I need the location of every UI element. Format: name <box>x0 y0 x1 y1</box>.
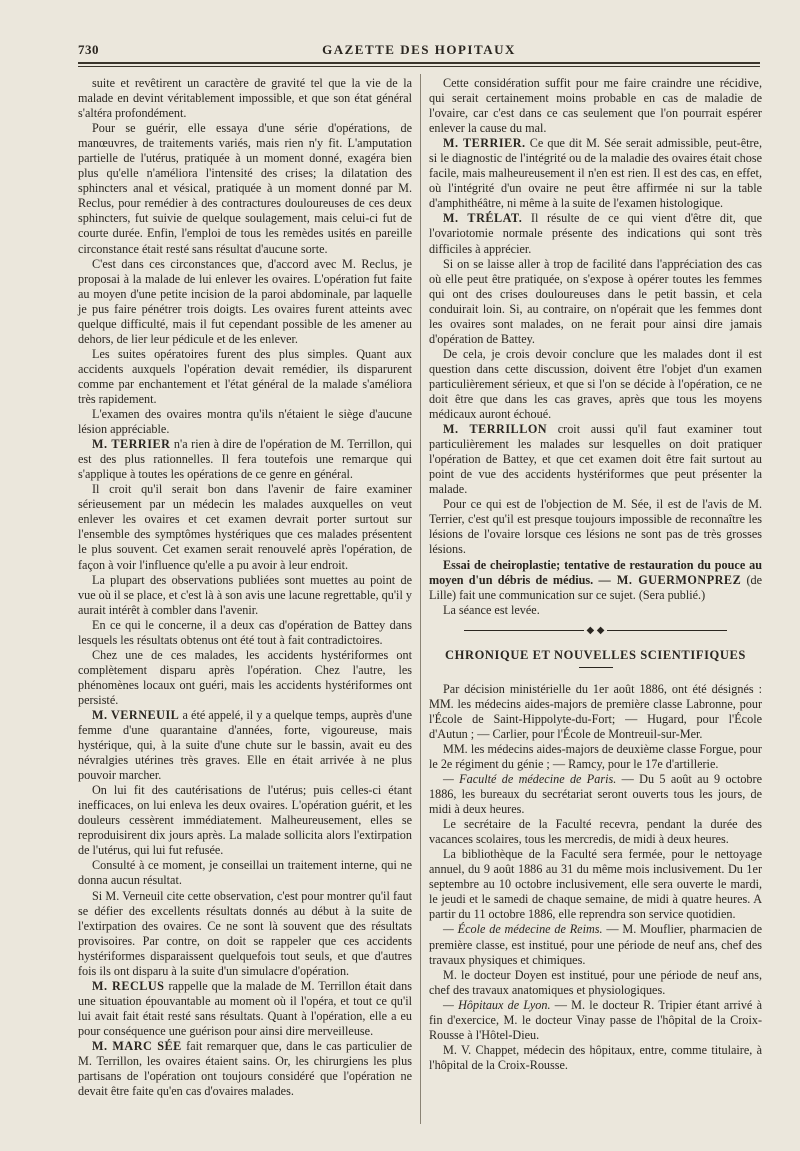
speaker-name: M. RECLUS <box>92 978 165 993</box>
paragraph <box>78 573 412 618</box>
paragraph <box>429 968 762 998</box>
paragraph-text: Il résulte de ce qui vient d'être dit, que l'ovariotomie normale présente des indications qui sont très difficiles à apprécier. <box>429 211 763 256</box>
communication-paragraph <box>429 558 762 603</box>
communication-author: — M. GUERMONPREZ <box>598 572 742 587</box>
paragraph-text: suite et revêtirent un caractère de gravité tel que la vie de la malade en devint véritablement impossible, et que son état général s'altéra profondément. <box>78 76 412 121</box>
paragraph <box>429 422 762 497</box>
speaker-name: M. VERNEUIL <box>92 707 180 722</box>
paragraph-text: On lui fit des cautérisations de l'utérus; puis celles-ci étant inefficaces, on lui enleva les deux ovaires. L'opération guérit, et les douleurs cessèrent immédiatement. Malheureusement, elles se reproduisirent dix jours après. La malade sollicita alors l'extirpation de l'utérus, qui lui fut refusée. <box>78 783 412 858</box>
paragraph-text: a été appelé, il y a quelque temps, auprès d'une femme d'une quarantaine d'années, forte, vigoureuse, mais hystérique, qui, à la suite d'une chute sur le bassin, avait eu des névralgies utérines très graves. Elle en était arrivée à ne plus pouvoir marcher. <box>78 707 413 783</box>
communication-rest: (de Lille) fait une communication sur ce sujet. (Sera publié.) <box>429 572 763 602</box>
paragraph-text: Le secrétaire de la Faculté recevra, pendant la durée des vacances scolaires, tous les mercredis, de midi à deux heures. <box>429 817 762 847</box>
right-column <box>429 76 762 1073</box>
paragraph <box>78 708 412 783</box>
paragraph <box>78 257 412 347</box>
news-heading: — Hôpitaux de Lyon. <box>443 997 551 1012</box>
paragraph <box>429 817 762 847</box>
paragraph <box>429 922 762 967</box>
title-underline <box>579 667 613 668</box>
paragraph-text: — Du 5 août au 9 octobre 1886, les bureaux du secrétariat seront ouverts tous les jours, de midi à deux heures. <box>429 772 762 817</box>
paragraph-text: rappelle que la malade de M. Terrillon était dans une situation épouvantable au moment où il l'opéra, et tout ce qu'il lui avait fait était resté sans résultats. Quant à l'opération, elle a eu pour conséquence une guérison pour ainsi dire merveilleuse. <box>78 978 413 1038</box>
paragraph <box>429 998 762 1043</box>
paragraph-text: L'examen des ovaires montra qu'ils n'étaient le siège d'aucune lésion appréciable. <box>78 407 412 437</box>
speaker-name: M. TRÉLAT. <box>443 211 523 226</box>
speaker-name: M. MARC SÉE <box>92 1039 182 1053</box>
discussion-continued <box>429 76 762 558</box>
header-rule-thick <box>78 62 760 64</box>
paragraph-text: Pour se guérir, elle essaya d'une série d'opérations, de manœuvres, de traitements variés, mais rien n'y fit. L'amputation partielle de l'utérus, pratiquée à un moment donné, exagéra bien plus qu'elle n'améliora l'intensité des crises; la dilatation des sphincters anal et vésical, pratiquée à un moment donné par M. Reclus, pour remédier à des contractures douloureuses de ces deux sphincters, fut suivie de quelque soulagement, mais celui-ci fut de courte durée. Enfin, l'emploi de tous les remèdes usités en pareille circonstance était resté sans résultat d'aucune sorte. <box>78 121 412 256</box>
section-flourish: ◆ ◆ <box>429 626 762 636</box>
paragraph-text: C'est dans ces circonstances que, d'accord avec M. Reclus, je proposai à la malade de lui enlever les ovaires. L'opération fut faite au moyen d'une petite incision de la paroi abdominale, par laquelle je pus faire pénétrer trois doigts. Les ovaires furent atteints avec quelque difficulté, mais il fut cependant possible de les amener au dehors, de lier leur pédicule et de les enlever. <box>78 256 412 346</box>
paragraph <box>78 437 412 482</box>
paragraph-text: Pour ce qui est de l'objection de M. Sée, il est de l'avis de M. Terrier, c'est qu'il est presque toujours impossible de reconnaître les lésions de l'ovaire lorsque ces lésions ne sont pas de très grosses lésions. <box>429 497 762 557</box>
paragraph-text: Il croit qu'il serait bon dans l'avenir de faire examiner sérieusement par un médecin les malades auxquelles on veut enlever les ovaires et cet examen devrait porter surtout sur l'ensemble des symptômes hystériques que ces malades présentent le plus souvent. Cet examen serait renouvelé après l'opération, de façon à voir l'influence qu'elle a pu avoir à leur endroit. <box>78 482 412 572</box>
paragraph <box>78 76 412 121</box>
session-closing: La séance est levée. <box>443 602 540 617</box>
paragraph-text: croit aussi qu'il faut examiner tout particulièrement les malades sur lesquelles on doit pratiquer l'opération de Battey, et que cet examen doit être fait surtout au point de vue des accidents hystériformes que peut présenter la malade. <box>429 422 762 497</box>
paragraph <box>78 648 412 708</box>
paragraph-text: — M. le docteur R. Tripier étant arrivé à fin d'exercice, M. le docteur Vinay passe de l'hôpital de la Croix-Rousse à l'Hôtel-Dieu. <box>429 997 762 1042</box>
paragraph-text: Consulté à ce moment, je conseillai un traitement interne, qui ne donna aucun résultat. <box>78 858 412 888</box>
paragraph <box>78 618 412 648</box>
paragraph <box>78 407 412 437</box>
paragraph-text: De cela, je crois devoir conclure que les malades dont il est question dans cette discussion, doivent être l'objet d'un examen particulièrement sérieux, et que si l'on se décide à l'opération, ce ne doit être que dans les cas graves, après que tous les moyens médicaux auront échoué. <box>429 346 762 422</box>
paragraph <box>429 1043 762 1073</box>
paragraph <box>78 482 412 572</box>
left-column <box>78 76 412 1099</box>
paragraph-text: M. V. Chappet, médecin des hôpitaux, entre, comme titulaire, à l'hôpital de la Croix-Rousse. <box>429 1042 762 1072</box>
news-heading: — Faculté de médecine de Paris. <box>443 772 617 787</box>
paragraph <box>429 211 762 256</box>
paragraph-text: La plupart des observations publiées sont muettes au point de vue où il se place, et c'est là à son avis une lacune regrettable, qu'il y aurait intérêt à combler dans l'avenir. <box>78 572 412 617</box>
paragraph-text: La bibliothèque de la Faculté sera fermée, pour le nettoyage annuel, du 9 août 1886 au 31 du même mois inclusivement. Du 1er septembre au 10 octobre inclusivement, elle sera ouverte le mardi, le jeudi et le samedi de chaque semaine, de midi à quatre heures. A partir du 11 octobre 1886, elle reprendra son service quotidien. <box>429 847 762 922</box>
paragraph <box>429 257 762 347</box>
paragraph <box>429 497 762 557</box>
paragraph <box>429 772 762 817</box>
paragraph <box>429 76 762 136</box>
paragraph-text: n'a rien à dire de l'opération de M. Terrillon, qui est des plus rationnelles. Il fera toutefois une remarque qui s'applique à toutes les opérations de ce genre en général. <box>78 437 412 482</box>
paragraph-text: MM. les médecins aides-majors de deuxième classe Forgue, pour le 2e régiment du génie ; — Ramcy, pour le 17e d'artillerie. <box>429 741 762 771</box>
speaker-name: M. TERRIER <box>92 437 171 452</box>
paragraph-text: Chez une de ces malades, les accidents hystériformes ont complètement disparu après l'opération. Chez l'autre, les phénomènes locaux ont guéri, mais les accidents hystériformes ont persisté. <box>78 647 412 707</box>
page-number: 730 <box>78 42 99 57</box>
column-divider <box>420 74 421 1124</box>
paragraph <box>429 136 762 211</box>
paragraph-text: Cette considération suffit pour me faire craindre une récidive, qui serait certainement moins probable en cas de maladie de l'ovaire, car c'est dans ce cas seulement que l'on pourrait espérer enlever la cause du mal. <box>429 76 762 136</box>
paragraph-text: M. le docteur Doyen est institué, pour une période de neuf ans, chef des travaux anatomiques et physiologiques. <box>429 967 762 997</box>
chronique-body <box>429 682 762 1073</box>
speaker-name: M. TERRIER. <box>443 136 526 151</box>
paragraph-text: En ce qui le concerne, il a deux cas d'opération de Battey dans lesquels les résultats obtenus ont été tout à fait contradictoires. <box>78 617 412 647</box>
paragraph <box>78 1039 412 1099</box>
paragraph <box>78 889 412 979</box>
header-rule-thin <box>78 66 760 67</box>
paragraph-text: Les suites opératoires furent des plus simples. Quant aux accidents auxquels l'opération devait remédier, ils disparurent comme par enchantement et l'état général de la malade s'améliora très rapidement. <box>78 346 412 406</box>
paragraph-text: Ce que dit M. Sée serait admissible, peut-être, si le diagnostic de l'intégrité ou de la maladie des ovaires était chose facile, mais malheureusement il n'en est rien. Il est des cas, en effet, où l'intégrité d'un ovaire ne peut être affirmée ni sur la table d'amphithéâtre, ni même à la suite de l'examen histologique. <box>429 136 763 211</box>
paragraph <box>78 858 412 888</box>
paragraph <box>78 979 412 1039</box>
paragraph <box>429 347 762 422</box>
paragraph <box>429 847 762 922</box>
paragraph-text: — M. Mouflier, pharmacien de première classe, est institué, pour une période de neuf ans, chef des travaux physiques et chimiques. <box>429 922 762 967</box>
paragraph-text: Si M. Verneuil cite cette observation, c'est pour montrer qu'il faut se défier des excellents résultats donnés au début à la suite de l'extirpation des ovaires. Ce ne sont là souvent que des résultats provisoires. Par contre, on doit se rappeler que ces accidents hystériformes disparaissent quelquefois tout seuls, et que d'autres fois ils ont disparu à la suite d'un simulacre d'opération. <box>78 888 412 978</box>
news-heading: — École de médecine de Reims. <box>443 922 603 937</box>
page-header <box>78 42 760 60</box>
speaker-name: M. TERRILLON <box>443 422 548 437</box>
paragraph <box>78 121 412 256</box>
paragraph <box>429 682 762 742</box>
paragraph <box>429 742 762 772</box>
paragraph <box>78 783 412 858</box>
chronique-title: CHRONIQUE ET NOUVELLES SCIENTIFIQUES <box>445 647 746 662</box>
paragraph-text: Par décision ministérielle du 1er août 1886, ont été désignés : MM. les médecins aides-majors de première classe Labronne, pour l'École de Saint-Hippolyte-du-Fort; — Hugard, pour l'École d'Autun ; — Carlier, pour l'École de Montreuil-sur-Mer. <box>429 681 762 741</box>
paragraph-text: Si on se laisse aller à trop de facilité dans l'appréciation des cas où elle peut être pratiquée, on s'expose à opérer toutes les femmes qui ont des crises douloureuses dans le petit bassin, et cela conduirait loin. Si, au contraire, on n'opérait que les femmes dont les ovaires sont malades, on ne ferait pour ainsi dire jamais d'opération de Battey. <box>429 256 762 346</box>
communication-title: Essai de cheiroplastie; tentative de restauration du pouce au moyen d'un débris de médius. <box>429 557 762 587</box>
paragraph <box>78 347 412 407</box>
paragraph-text: fait remarquer que, dans le cas particulier de M. Terrillon, les ovaires étaient sains. Or, les chirurgiens les plus partisans de l'opération ont toujours considéré que l'opération ne devait être faite qu'en cas d'ovaires malades. <box>78 1039 413 1099</box>
journal-title: GAZETTE DES HOPITAUX <box>322 42 516 57</box>
